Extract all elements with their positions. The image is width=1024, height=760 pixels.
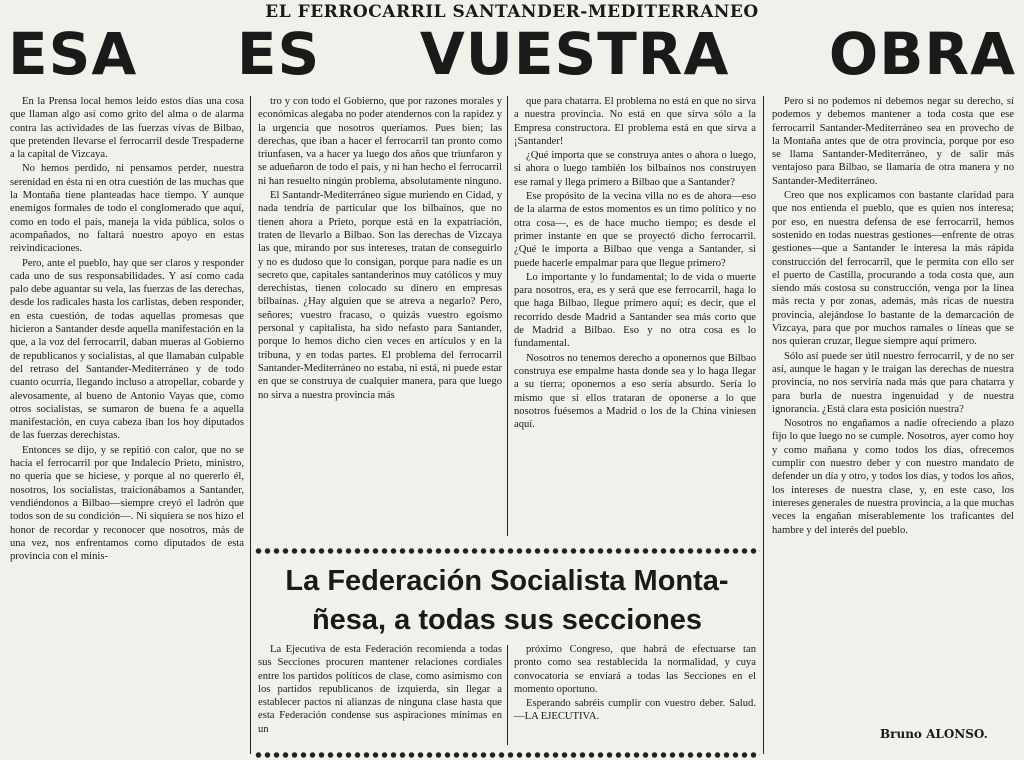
paragraph: En la Prensa local hemos leído estos días una cosa que llaman algo así como grito del alma o de alarma contra las actividades de las fuerzas vivas de Bilbao, que pretenden llevarse el ferrocarril desde Trespaderne a la capital de Vizcaya. <box>10 96 244 161</box>
column-rule <box>250 96 251 754</box>
paragraph: Pero si no podemos ni debemos negar su derecho, sí podemos y debemos mantener a toda costa que ese ferrocarril Santander-Mediterráneo sea en provecho de la Montaña antes que de otra provincia, porque por eso se llama Santander-Mediterráneo, y de salir más ventajoso para Bilbao, se llamaría de otra manera y no Santander-Mediterráneo. <box>772 96 1014 187</box>
paragraph: Ese propósito de la vecina villa no es de ahora—eso de la alarma de estos momentos es un timo político y no otra cosa—, es de hace mucho tiempo; es desde el primer instante en que se proyectó dicho ferrocarril. ¿Qué le importa a Bilbao que venga a Santander, si puede hacerle empalmar para que llegue primero? <box>514 191 756 269</box>
paragraph: que para chatarra. El problema no está en que no sirva a nuestra provincia. No está en que sirva sólo a la Empresa constructora. El problema está en que sirva a ¡Santander! <box>514 96 756 147</box>
paragraph: Sólo así puede ser útil nuestro ferrocarril, y de no ser así, aunque le hagan y le traigan las derechas de nuestra provincia, no nos serviría nada más que para chatarra y para burla de nuestra ingenuidad y de nuestra ignorancia. ¿Está clara esta posición nuestra? <box>772 350 1014 415</box>
paragraph: Pero, ante el pueblo, hay que ser claros y responder cada uno de sus responsabilidades. Y así como cada palo debe aguantar su vela, las fuerzas de las derechas, desde los radicales hasta los carlistas, deben responder, en esta cuestión, de todas aquellas promesas que hicieron a Santander desde aquella manifestación en la que, a la voz del ferrocarril, daban mueras al Gobierno de republicanos y socialistas, al que llamaban culpable del retraso del Santander-Mediterráneo y de todo cuanto ocurría, llegando incluso a atropellar, cobarde y alevosamente, al bueno de Antonio Vayas que, como otros socialistas, se sumaron de buena fe a aquella manifestación, en cuya cabeza iban los hoy diputados de las fuerzas derechistas. <box>10 257 244 442</box>
notice-column-1 <box>258 643 502 747</box>
headline-word: VUESTRA <box>419 20 730 88</box>
paragraph: No hemos perdido, ni pensamos perder, nuestra serenidad en ésta ni en otra cuestión de las muchas que la Montaña tiene planteadas hace tiempo. Y aunque enemigos formales de todo el conglomerado que aquí, como en todo el país, maneja la vida pública, solos o acompañados, no faltará nuestro apoyo en estas reivindicaciones. <box>10 163 244 255</box>
paragraph: Entonces se dijo, y se repitió con calor, que no se hacía el ferrocarril por que Indalecio Prieto, ministro, no quería que se hiciese, y porque al no quererlo él, nosotros, los socialistas, traicionábamos a Santander, vendiéndonos a Bilbao—siempre creyó el ladrón que todos son de su condición—. Ni siquiera se nos hizo el honor de recordar y reconocer que nosotros, más de una vez, nos enfrentamos como diputados de esta provincia con el minis- <box>10 444 244 563</box>
headline-word: OBRA <box>828 20 1016 88</box>
headline <box>0 22 1024 86</box>
notice-column-2 <box>514 643 756 747</box>
paragraph: La Ejecutiva de esta Federación recomienda a todas sus Secciones procuren mantener relaciones cordiales entre los partidos políticos de clase, como asimismo con los partidos republicanos de izquierda, sin llegar a establecer pactos ni alianzas de ninguna clase hasta que esta Federación condense sus aspiraciones mínimas en un <box>258 644 502 735</box>
article-column-3 <box>514 95 756 541</box>
headline-word: ES <box>236 20 321 88</box>
headline-word: ESA <box>8 20 138 88</box>
article-column-2 <box>258 95 502 541</box>
notice-title <box>254 562 760 640</box>
column-rule <box>507 645 508 745</box>
paragraph: tro y con todo el Gobierno, que por razones morales y económicas alegaba no poder atendernos con la rapidez y la urgencia que nosotros queríamos. Pues bien; las derechas, que iban a hacer el ferrocarril tan pronto como triunfasen, va a hacer ya luego dos años que triunfaron y se adueñaron de todo el país, y ni han hecho el ferrocarril ni han resuelto ningún problema, absolutamente ninguno. <box>258 96 502 187</box>
kicker-line: EL FERROCARRIL SANTANDER-MEDITERRANEO <box>265 2 759 22</box>
column-rule <box>507 96 508 536</box>
notice-title-line: ñesa, a todas sus secciones <box>311 604 703 636</box>
paragraph: Esperando sabréis cumplir con vuestro deber. Salud.—LA EJECUTIVA. <box>514 698 756 723</box>
paragraph: próximo Congreso, que habrá de efectuarse tan pronto como sea restablecida la normalidad, y cuya convocatoria se enviará a todas las Secciones en el momento oportuno. <box>514 644 756 695</box>
paragraph: Lo importante y lo fundamental; lo de vida o muerte para nosotros, era, es y será que ese ferrocarril, haga lo que haga Bilbao, llegue primero aquí; es decir, que el recorrido desde Madrid a Santander sea más corto que de Madrid a Bilbao. Eso y no otra cosa es lo fundamental. <box>514 271 756 350</box>
paragraph: ¿Qué importa que se construya antes o ahora o luego, si ahora o luego también los bilbaínos nos construyen ese ramal y llega primero a Bilbao que a Santander? <box>514 150 756 188</box>
column-rule <box>763 96 764 754</box>
decorative-border-bottom <box>254 750 760 760</box>
decorative-border-top <box>254 546 760 556</box>
paragraph: Creo que nos explicamos con bastante claridad para que nos entienda el pueblo, que es quien nos interesa; por eso, en nuestra defensa de ese ferrocarril, hemos sostenido en todas nuestras gestiones—enfrente de otras gestiones—que a Santander le interesa la más rápida construcción del ferrocarril, que le permita con ello ser el puerto de Castilla, procurando a toda costa que, aun siendo más costosa su construcción, venga por la línea más recta y por zonas, además, más ricas de nuestra provincia, alejándose lo bastante de la demarcación de Vizcaya, para que por muchos ramales o líneas que se nos quieran cruzar, llegue siempre aquí primero. <box>772 190 1014 348</box>
article-column-1 <box>10 95 244 755</box>
notice-title-line: La Federación Socialista Monta- <box>285 565 729 597</box>
paragraph: Nosotros no tenemos derecho a oponernos que Bilbao construya ese empalme hasta donde sea y lo haga llegar a su tierra; oponernos a eso sería absurdo. Sería lo mismo que si ellos trataran de oponerse a lo que nosotros fuésemos a Madrid o los de la China viniesen aquí. <box>514 352 756 431</box>
paragraph: El Santandr-Mediterráneo sigue muriendo en Cidad, y nada tendría de particular que los bilbaínos, que no tienen ahora a Prieto, porque está en la expatriación, traten de llevarlo a Bilbao. Son las derechas de Vizcaya las que, mirando por sus intereses, tratan de conseguirlo y no es dudoso que lo consigan, porque para nadie es un secreto que, capitales santanderinos muy católicos y muy derechistas, tienen colocado su dinero en empresas bilbaínas. ¿Hay alguien que se atreva a negarlo? Pero, señores; vuestro fracaso, o quizás vuestro egoísmo personal y capitalista, ha sido nefasto para Santander, porque lo hemos dicho cien veces en artículos y en la tribuna, y en todas partes. El problema del ferrocarril Santander-Mediterráneo no estaba, ni está, ni puede estar en que se construya de cualquier manera, para que luego no sirva a nuestra provincia más <box>258 190 502 401</box>
author-signature: Bruno ALONSO. <box>880 727 988 741</box>
article-column-4 <box>772 95 1014 725</box>
paragraph: Nosotros no engañamos a nadie ofreciendo a plazo fijo lo que luego no se cumple. Nosotros, ayer como hoy y como mañana y como todos los días, ofrecemos cumplir con nuestro deber y con nuestro mandato de defender un día y otro, y todos los días, y todos los años, los intereses de nuestra clase, y, en este caso, los intereses generales de nuestra provincia, a la que muchas veces la engañan miserablemente los traficantes del hambre y del interés del pueblo. <box>772 418 1014 536</box>
